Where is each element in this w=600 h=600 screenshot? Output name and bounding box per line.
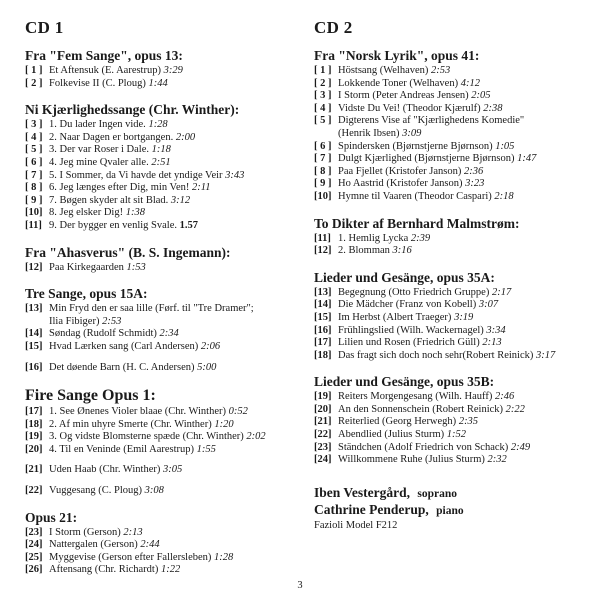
track-duration: 0:52 [228,406,248,418]
performer-credits [314,485,590,532]
track-row [25,431,300,444]
track-row [314,141,590,154]
track-title: Vidste Du Vei! (Theodor Kjærulf) [338,102,484,114]
track-section [314,48,590,204]
track-title-continued [314,128,590,141]
track-number: [23] [314,441,332,453]
section-title: Lieder und Gesänge, opus 35B: [314,374,495,390]
track-duration: 2:44 [140,539,160,551]
track-number: [13] [25,303,43,315]
track-duration: 2:38 [483,102,503,114]
track-row [25,419,300,432]
track-title: 6. Jeg længes efter Dig, min Ven! [49,182,192,194]
track-number: [ 2 ] [25,77,43,89]
performer-soprano [314,485,590,502]
track-row [314,454,590,467]
spacer [25,456,300,464]
track-row [25,341,300,354]
section-title: Fra "Fem Sange", opus 13: [25,48,183,63]
track-duration: 1:18 [151,144,171,156]
track-row [25,119,300,132]
cd2-column [314,18,590,532]
track-duration: 2:17 [491,286,512,298]
track-title: Det døende Barn (H. C. Andersen) [49,361,198,373]
track-duration: 2:13 [123,526,143,538]
track-section [25,386,300,498]
track-row [25,527,300,540]
track-row [314,442,590,455]
track-row [314,78,590,91]
track-title: Paa Kirkegaarden [49,261,127,273]
track-title: Reiterlied (Georg Herwegh) [338,416,459,428]
track-title: Min Fryd den er saa lille (Førf. til "Tre Dramer"; [49,303,254,315]
track-row [25,406,300,419]
track-number: [19] [314,391,332,403]
track-duration: 1:20 [214,418,234,430]
track-duration: 1:28 [148,119,168,131]
track-row [25,464,300,477]
section-title: To Dikter af Bernhard Malmstrøm: [314,215,520,231]
track-row [25,539,300,552]
track-number: [ 8 ] [314,165,332,177]
track-duration: 2:53 [431,65,451,76]
track-title: Spindersken (Bjørnstjerne Bjørnson) [338,140,496,152]
track-section [25,245,300,275]
track-row [25,262,300,275]
track-duration: 1:52 [446,429,467,441]
track-duration: 1:28 [214,551,234,563]
track-row [314,312,590,325]
track-title-cont-text: (Henrik Ibsen) [338,127,403,139]
track-row [314,103,590,116]
track-number: [11] [314,232,331,244]
track-number: [16] [314,324,332,336]
track-section [314,270,590,363]
track-row [25,362,300,375]
track-row [25,195,300,208]
track-number: [ 3 ] [25,119,43,131]
track-duration: 2:32 [487,454,507,466]
track-title: Abendlied (Julius Sturm) [338,429,447,441]
track-row [25,485,300,498]
track-title: 1. Hemlig Lycka [338,232,411,244]
cd2-tracklist [314,48,590,467]
track-row [25,65,300,78]
track-row [25,182,300,195]
track-row [314,90,590,103]
track-title: 2. Naar Dagen er bortgangen. [49,131,176,143]
track-number: [16] [25,361,43,373]
track-duration: 1:53 [126,261,146,273]
track-number: [25] [25,551,43,563]
performer-piano [314,502,590,519]
track-section [314,216,590,258]
track-title: 7. Bøgen skyder alt sit Blad. [49,194,171,206]
track-title: Reiters Morgengesang (Wilh. Hauff) [338,391,495,403]
track-number: [21] [314,416,332,428]
track-number: [10] [314,190,332,202]
track-title: Et Aftensuk (E. Aarestrup) [49,65,164,76]
track-title: Hvad Lærken sang (Carl Andersen) [49,340,201,352]
track-title: Lilien und Rosen (Friedrich Güll) [338,337,483,349]
track-row [314,404,590,417]
track-title: 2. Af min uhyre Smerte (Chr. Winther) [49,418,215,430]
track-row [25,552,300,565]
track-number: [ 9 ] [25,194,43,206]
track-row [314,299,590,312]
spacer [25,354,300,362]
track-row [25,170,300,183]
track-duration: 1:05 [495,140,515,152]
track-number: [21] [25,464,43,476]
track-title: 1. See Ønenes Violer blaae (Chr. Winther) [49,406,229,418]
track-row [314,337,590,350]
track-row [314,391,590,404]
track-title-continued [25,316,300,329]
track-duration: 2:05 [471,90,491,102]
track-number: [ 9 ] [314,178,332,190]
track-title: Ständchen (Adolf Friedrich von Schack) [338,441,511,453]
track-title: 9. Der bygger en venlig Svale. [49,219,180,231]
track-duration: 1.57 [179,219,199,231]
track-duration: 1:22 [160,564,181,576]
track-duration: 3:08 [144,485,164,497]
track-number: [10] [25,207,43,219]
track-section [314,374,590,467]
track-title: Die Mädcher (Franz von Kobell) [338,299,479,311]
track-number: [ 3 ] [314,90,332,102]
track-duration: 2:46 [494,391,515,403]
section-title: Ni Kjærlighedssange (Chr. Winther): [25,102,240,118]
track-duration: 2:39 [410,232,431,244]
track-title: Frühlingslied (Wilh. Wackernagel) [338,324,487,336]
track-row [314,65,590,78]
track-row [314,153,590,166]
track-number: [13] [314,286,332,298]
track-title: Höstsang (Welhaven) [338,65,432,76]
track-duration: 2:51 [151,156,171,168]
track-title: Dulgt Kjærlighed (Bjørnstjerne Bjørnson) [338,153,518,165]
track-title: Hymne til Vaaren (Theodor Caspari) [338,190,495,202]
track-duration: 1:38 [125,207,145,219]
track-number: [17] [25,406,43,418]
track-title: Lokkende Toner (Welhaven) [338,77,461,89]
track-title: Digterens Vise af "Kjærlighedens Komedie" [338,115,525,127]
track-duration: 2:02 [246,431,266,443]
track-number: [23] [25,526,43,538]
track-title: Vuggesang (C. Ploug) [49,485,145,497]
track-title: I Storm (Gerson) [49,526,124,538]
track-title: 5. I Sommer, da Vi havde det yndige Veir [49,169,226,181]
track-title: Nattergalen (Gerson) [49,539,141,551]
track-row [314,115,590,140]
track-number: [ 7 ] [25,169,43,181]
track-duration: 3:23 [465,178,485,190]
track-number: [17] [314,337,332,349]
track-number: [26] [25,564,43,576]
track-row [25,564,300,577]
track-duration: 4:12 [460,77,480,89]
track-duration: 2:13 [482,337,502,349]
track-row [25,207,300,220]
track-row [25,132,300,145]
track-section [25,510,300,577]
track-title: 1. Du lader Ingen vide. [49,119,149,131]
instrument-credit: Fazioli Model F212 [314,519,398,531]
track-number: [12] [25,261,43,273]
track-duration: 2:00 [175,131,196,143]
track-title: 4. Jeg mine Qvaler alle. [49,156,152,168]
spacer [25,477,300,485]
track-number: [20] [314,403,332,415]
track-title: Aftensang (Chr. Richardt) [49,564,161,576]
track-duration: 2:06 [200,340,221,352]
section-title: Tre Sange, opus 15A: [25,286,148,302]
track-title: Willkommene Ruhe (Julius Sturm) [338,454,488,466]
track-number: [ 8 ] [25,182,43,194]
track-title: 2. Blomman [338,245,393,257]
performer-name: Cathrine Penderup, [314,501,429,517]
track-number: [12] [314,245,332,257]
track-duration: 3:07 [478,299,499,311]
track-row [314,233,590,246]
track-row [314,287,590,300]
track-row [314,350,590,363]
track-title: Ho Aastrid (Kristofer Janson) [338,178,466,190]
track-row [314,416,590,429]
track-title: Folkevise II (C. Ploug) [49,77,149,89]
track-duration: 3:34 [486,324,506,336]
track-number: [22] [25,485,43,497]
track-duration: 3:09 [402,127,422,139]
track-row [314,325,590,338]
section-title: Fra "Ahasverus" (B. S. Ingemann): [25,244,231,260]
track-duration: 1:47 [517,153,537,165]
track-number: [ 7 ] [314,153,332,165]
track-row [314,178,590,191]
track-duration: 3:29 [163,65,183,76]
track-title-cont-text: Ilia Fibiger) [49,315,103,327]
track-title: 3. Der var Roser i Dale. [49,144,152,156]
track-duration: 2:18 [494,190,514,202]
track-title: Im Herbst (Albert Traeger) [338,311,455,323]
performer-role: piano [436,504,464,517]
track-title: Paa Fjellet (Kristofer Janson) [338,165,464,177]
track-number: [19] [25,431,43,443]
track-title: 8. Jeg elsker Dig! [49,207,126,219]
track-title: An den Sonnenschein (Robert Reinick) [338,403,506,415]
track-row [314,245,590,258]
track-duration: 1:55 [196,443,216,455]
cd2-title: CD 2 [314,18,353,37]
track-row [25,303,300,328]
cd1-column [25,18,300,589]
track-duration: 3:17 [535,349,556,361]
track-number: [ 2 ] [314,77,332,89]
track-number: [18] [25,418,43,430]
track-number: [14] [25,328,43,340]
track-row [25,144,300,157]
track-number: [ 5 ] [25,144,43,156]
track-number: [14] [314,299,332,311]
track-duration: 2:34 [159,328,179,340]
track-duration: 1:44 [148,77,168,89]
track-number: [11] [25,219,42,231]
track-title: Søndag (Rudolf Schmidt) [49,328,160,340]
track-duration: 2:53 [102,315,122,327]
track-number: [ 4 ] [314,102,332,114]
track-number: [ 1 ] [25,65,43,76]
performer-role: soprano [417,487,458,500]
track-duration: 3:16 [392,245,412,257]
track-duration: 3:12 [170,194,191,206]
track-duration: 2:11 [192,182,211,194]
performer-name: Iben Vestergård, [314,484,411,500]
track-row [314,166,590,179]
track-duration: 3:19 [454,311,474,323]
track-number: [ 6 ] [25,156,43,168]
track-row [25,328,300,341]
track-row [314,429,590,442]
track-section [25,102,300,232]
track-row [25,444,300,457]
track-row [25,220,300,233]
track-title: Das fragt sich doch noch sehr(Robert Reinick) [338,349,536,361]
track-number: [22] [314,429,332,441]
track-title: Begegnung (Otto Friedrich Gruppe) [338,286,492,298]
track-title: 4. Til en Veninde (Emil Aarestrup) [49,443,197,455]
section-title: Lieder und Gesänge, opus 35A: [314,269,495,285]
track-number: [ 6 ] [314,140,332,152]
track-number: [ 5 ] [314,115,332,127]
track-row [25,78,300,91]
track-number: [20] [25,443,43,455]
track-number: [24] [314,454,332,466]
track-duration: 5:00 [197,361,217,373]
cd1-tracklist [25,48,300,577]
track-duration: 2:35 [458,416,479,428]
track-number: [18] [314,349,332,361]
track-title: I Storm (Peter Andreas Jensen) [338,90,472,102]
track-number: [ 4 ] [25,131,43,143]
track-duration: 2:36 [463,165,484,177]
cd1-title: CD 1 [25,18,64,37]
track-duration: 2:49 [510,441,531,453]
track-duration: 3:05 [162,464,183,476]
track-number: [15] [314,311,332,323]
track-title: Uden Haab (Chr. Winther) [49,464,163,476]
section-title: Fire Sange Opus 1: [25,387,156,405]
track-section [25,286,300,374]
track-title: Myggevise (Gerson efter Fallersleben) [49,551,215,563]
track-number: [15] [25,340,43,352]
track-number: [ 1 ] [314,65,332,76]
page-number: 3 [297,580,303,591]
track-section [25,48,300,90]
track-number: [24] [25,539,43,551]
track-duration: 2:22 [505,403,525,415]
section-title: Fra "Norsk Lyrik", opus 41: [314,48,480,63]
section-title: Opus 21: [25,509,78,525]
track-title: 3. Og vidste Blomsterne spæde (Chr. Winther) [49,431,247,443]
track-duration: 3:43 [225,169,245,181]
track-row [314,191,590,204]
track-row [25,157,300,170]
